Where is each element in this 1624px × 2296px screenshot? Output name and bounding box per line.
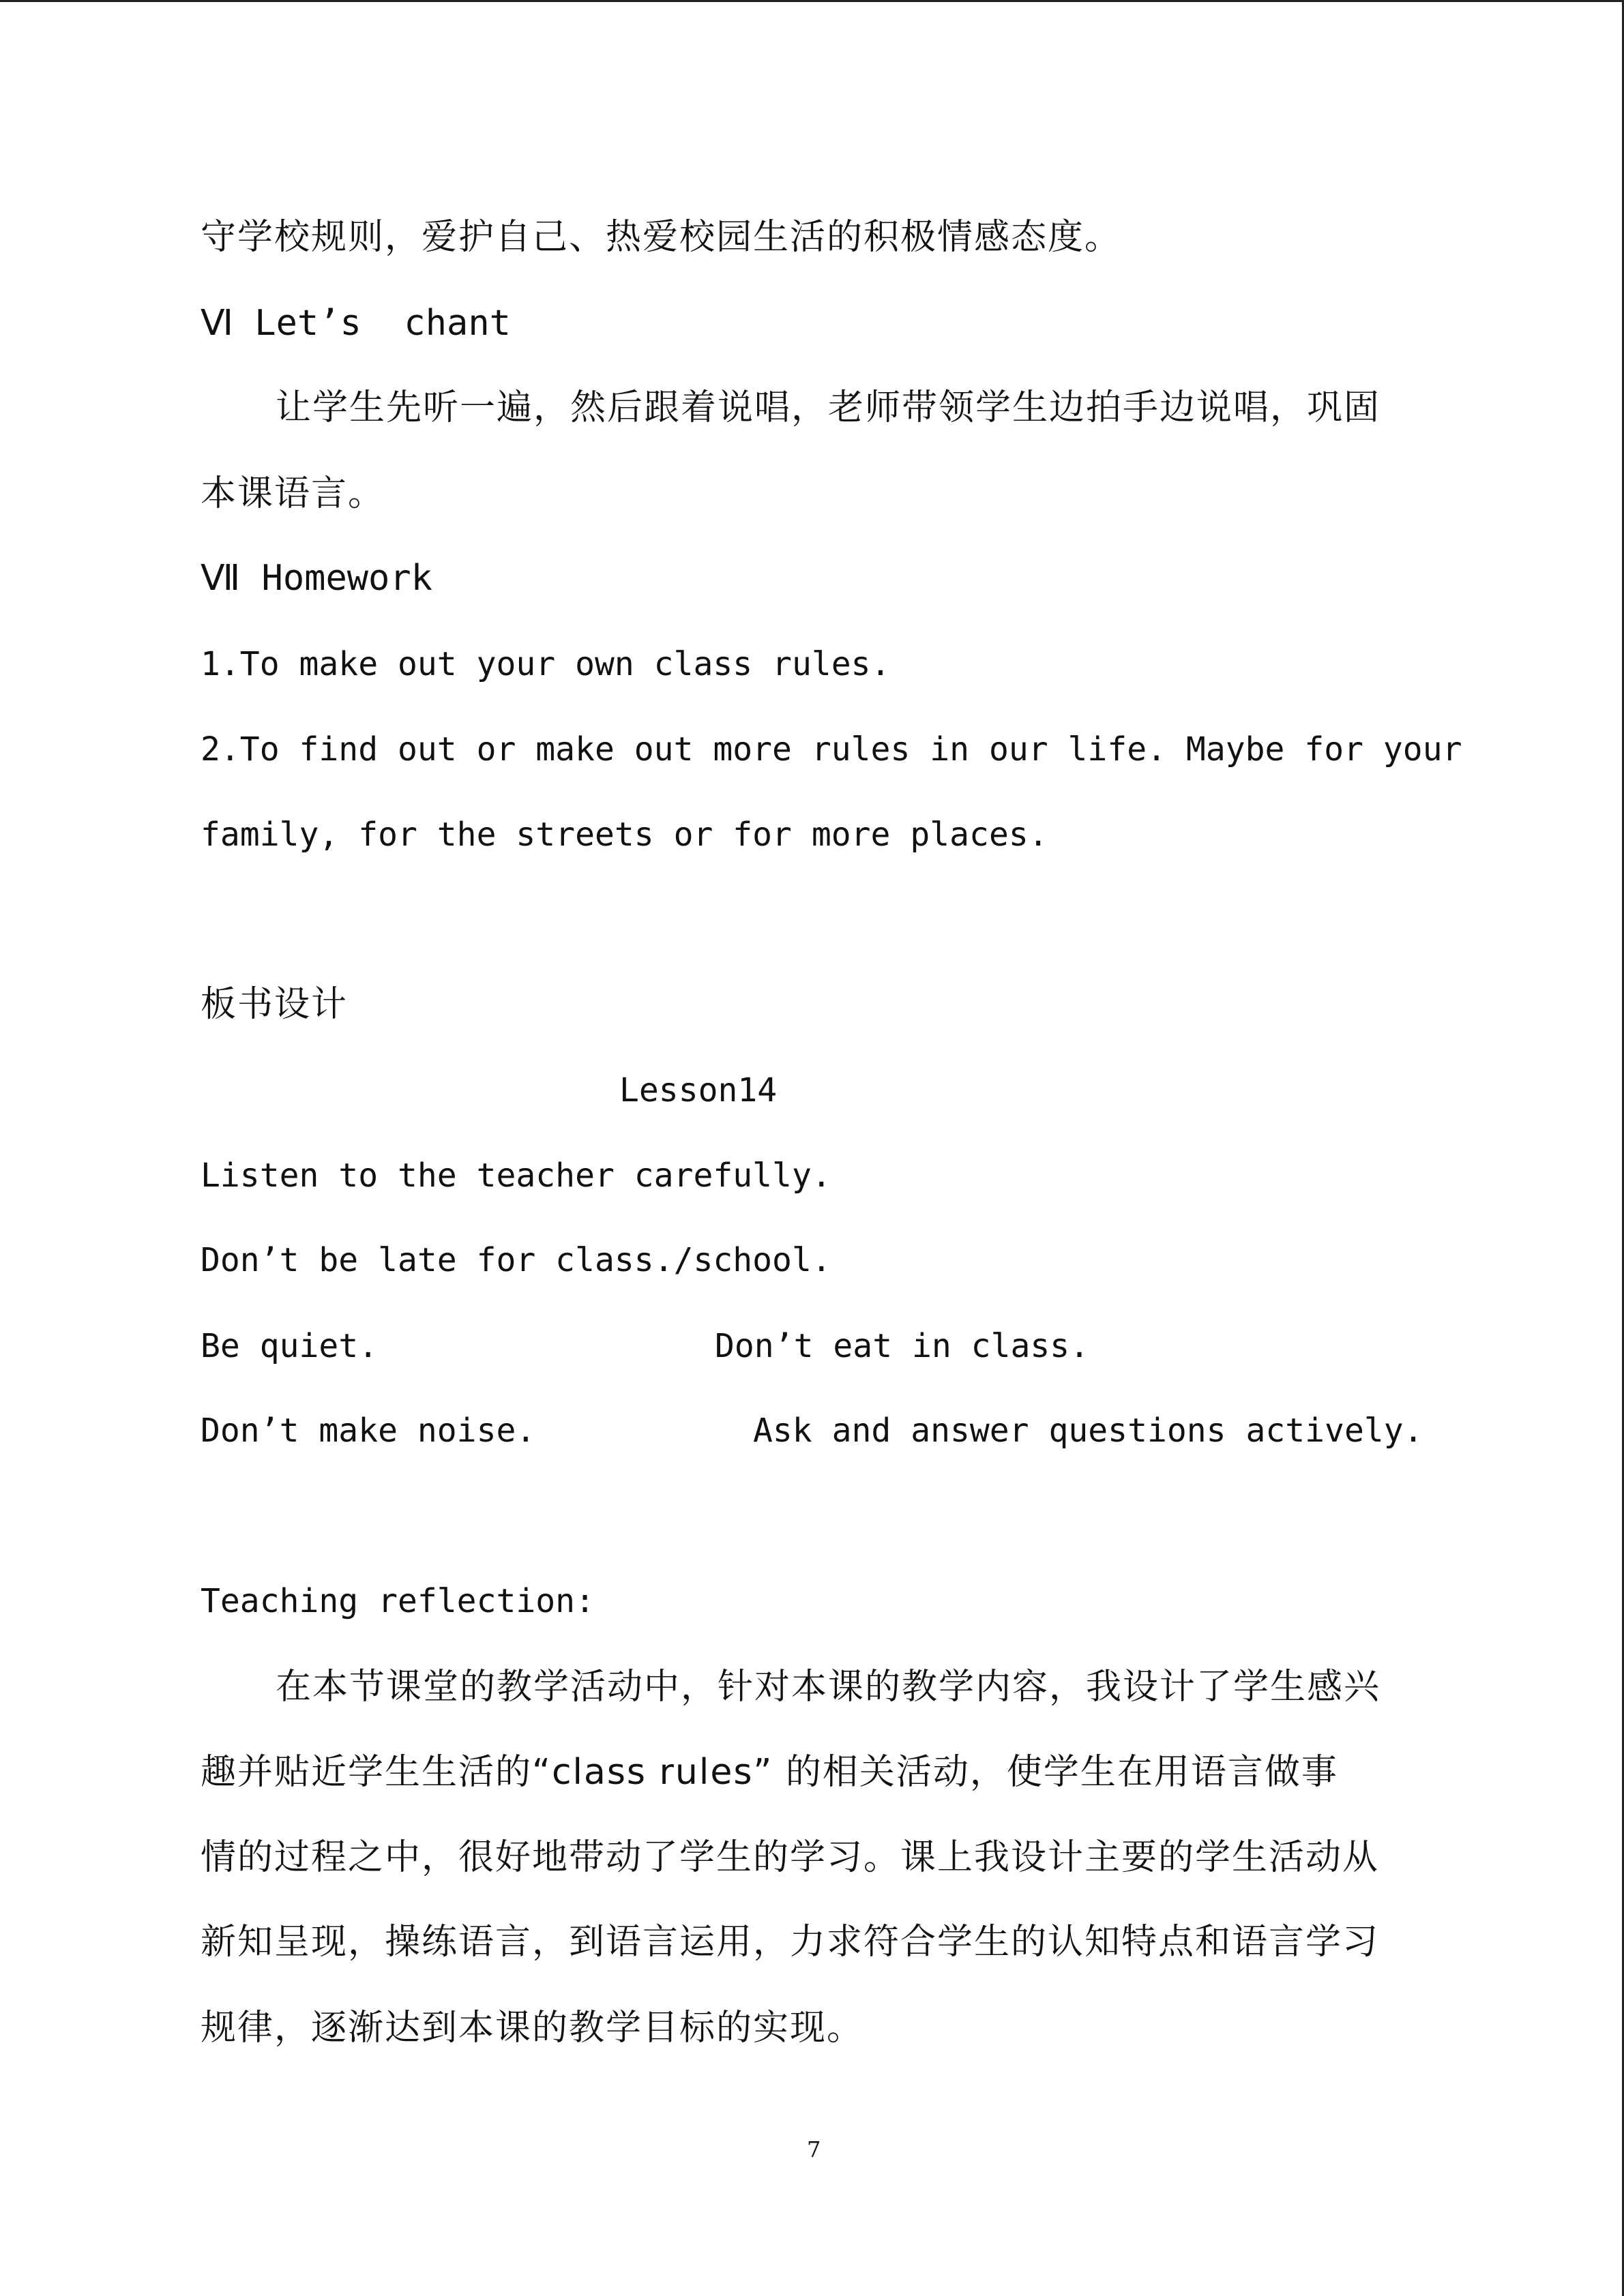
reflection-line: 情的过程之中，很好地带动了学生的学习。课上我设计主要的学生活动从 — [201, 1837, 1380, 1878]
board-rule: Don’t make noise. — [201, 1412, 536, 1450]
board-rule: Be quiet. — [201, 1327, 379, 1365]
paragraph-line: 守学校规则，爱护自己、热爱校园生活的积极情感态度。 — [201, 217, 1122, 258]
homework-item-2: 2.To find out or make out more rules in our life. Maybe for your — [201, 730, 1462, 769]
homework-item-2-continued: family, for the streets or for more places. — [201, 816, 1048, 854]
page-number: 7 — [807, 2136, 821, 2162]
board-rule: Ask and answer questions actively. — [753, 1412, 1423, 1450]
board-rule: Don’t eat in class. — [715, 1327, 1090, 1365]
board-rule: Don’t be late for class./school. — [201, 1241, 831, 1279]
reflection-line: 新知呈现，操练语言，到语言运用，力求符合学生的认知特点和语言学习 — [201, 1922, 1380, 1963]
reflection-heading: Teaching reflection: — [201, 1582, 595, 1620]
paragraph-line: 让学生先听一遍，然后跟着说唱，老师带领学生边拍手边说唱，巩固 — [276, 387, 1381, 428]
homework-item-1: 1.To make out your own class rules. — [201, 645, 891, 683]
reflection-line: 趣并贴近学生生活的“class rules” 的相关活动，使学生在用语言做事 — [201, 1752, 1338, 1793]
lesson-title: Lesson14 — [619, 1071, 778, 1109]
paragraph-line: 本课语言。 — [201, 473, 385, 514]
section-heading-homework: Ⅶ Homework — [201, 558, 432, 599]
section-heading-chant: Ⅵ Let’s chant — [201, 303, 511, 344]
reflection-line: 规律，逐渐达到本课的教学目标的实现。 — [201, 2008, 864, 2048]
page-border-top — [0, 0, 1624, 2]
board-rule: Listen to the teacher carefully. — [201, 1157, 831, 1195]
reflection-line: 在本节课堂的教学活动中，针对本课的教学内容，我设计了学生感兴 — [276, 1667, 1381, 1708]
board-design-heading: 板书设计 — [201, 984, 349, 1025]
